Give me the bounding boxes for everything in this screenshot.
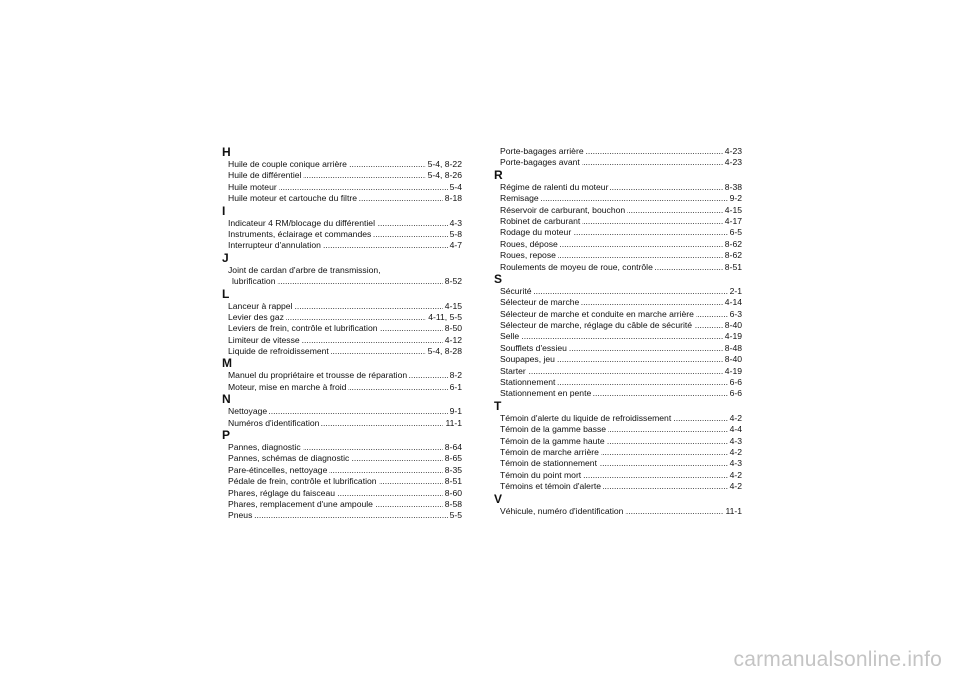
index-entry-text: Pneus <box>228 510 253 521</box>
index-entry <box>494 193 742 204</box>
index-entry-text: Joint de cardan d'arbre de transmission, <box>228 264 381 275</box>
index-entry-page: 5-5 <box>449 510 462 521</box>
watermark: carmanualsonline.info <box>733 648 942 671</box>
index-entry-page: 8-52 <box>444 276 462 287</box>
index-letter-heading: T <box>494 398 502 413</box>
index-entry-text: Témoin de la gamme basse <box>500 424 607 435</box>
index-entry-text: Huile de différentiel <box>228 170 302 181</box>
index-entry-text: Témoins et témoin d'alerte <box>500 481 601 492</box>
index-entry-page: 8-60 <box>444 487 462 498</box>
index-entry-page: 8-40 <box>724 320 742 331</box>
index-letter-heading: I <box>222 203 226 218</box>
index-entry-page: 4-14 <box>724 297 742 308</box>
index-entry <box>222 335 462 346</box>
index-entry-text: Pannes, schémas de diagnostic <box>228 453 350 464</box>
index-letter-heading: S <box>494 271 503 286</box>
index-entry-page: 4-17 <box>724 215 742 226</box>
index-entry <box>494 157 742 168</box>
index-entry-text: Roulements de moyeu de roue, contrôle <box>500 261 653 272</box>
index-entry-text: Instruments, éclairage et commandes <box>228 228 372 239</box>
index-entry <box>494 320 742 331</box>
index-entry-page: 6-3 <box>729 308 742 319</box>
index-entry-page: 4-7 <box>449 240 462 251</box>
index-letter-heading: H <box>222 145 231 159</box>
index-entry-page: 6-6 <box>729 388 742 399</box>
index-entry-text: Levier des gaz <box>228 311 284 322</box>
index-entry <box>222 323 462 334</box>
index-entry-text: Soufflets d'essieu <box>500 342 567 353</box>
index-entry-text: Huile moteur <box>228 181 277 192</box>
index-entry-page: 4-3 <box>729 458 742 469</box>
index-entry <box>222 382 462 393</box>
index-column-right <box>494 146 742 517</box>
index-entry-text: Sélecteur de marche et conduite en marche arrière <box>500 308 694 319</box>
index-entry <box>494 481 742 492</box>
index-entry-text: Indicateur 4 RM/blocage du différentiel <box>228 217 375 228</box>
index-entry-page: 4-12 <box>444 334 462 345</box>
index-entry <box>222 499 462 510</box>
index-entry-page: 5-4, 8-26 <box>427 170 462 181</box>
index-entry-page: 8-64 <box>444 442 462 453</box>
index-entry-text: Remisage <box>500 193 539 204</box>
index-entry <box>222 442 462 453</box>
index-entry <box>222 510 462 521</box>
index-letter-heading: M <box>222 356 232 371</box>
index-entry-text: Témoin d'alerte du liquide de refroidissement <box>500 412 672 423</box>
index-entry <box>494 506 742 517</box>
index-entry-page: 8-18 <box>444 193 462 204</box>
index-entry <box>494 447 742 458</box>
index-entry <box>494 216 742 227</box>
index-entry-page: 4-2 <box>729 412 742 423</box>
index-entry-text: Limiteur de vitesse <box>228 334 300 345</box>
index-entry-page: 4-2 <box>729 446 742 457</box>
index-entry-page: 4-19 <box>724 365 742 376</box>
index-letter-heading: R <box>494 167 503 182</box>
index-entry <box>222 182 462 193</box>
index-entry <box>494 297 742 308</box>
index-entry <box>222 240 462 251</box>
index-entry <box>494 205 742 216</box>
index-entry-text: Rodage du moteur <box>500 227 572 238</box>
index-entry-page: 9-1 <box>449 406 462 417</box>
index-entry-text: Stationnement en pente <box>500 388 592 399</box>
index-entry <box>494 388 742 399</box>
index-entry <box>494 436 742 447</box>
index-entry-page: 8-50 <box>444 323 462 334</box>
index-entry <box>494 309 742 320</box>
index-entry-text: Phares, réglage du faisceau <box>228 487 336 498</box>
index-entry <box>494 458 742 469</box>
index-entry-text: Phares, remplacement d'une ampoule <box>228 498 373 509</box>
index-entry-text: Interrupteur d'annulation <box>228 240 321 251</box>
index-entry-page: 8-58 <box>444 498 462 509</box>
index-entry <box>222 276 462 287</box>
index-entry-text: Liquide de refroidissement <box>228 346 329 357</box>
index-entry-text: Manuel du propriétaire et trousse de réparation <box>228 370 408 381</box>
index-entry <box>494 331 742 342</box>
index-entry-text: Robinet de carburant <box>500 215 581 226</box>
index-entry <box>222 406 462 417</box>
index-entry-page: 4-23 <box>724 146 742 156</box>
index-entry-text: Régime de ralenti du moteur <box>500 181 609 192</box>
index-entry-text: Témoin de la gamme haute <box>500 435 605 446</box>
index-entry-page: 9-2 <box>729 193 742 204</box>
index-entry-text: Réservoir de carburant, bouchon <box>500 204 626 215</box>
index-entry-text: Stationnement <box>500 377 556 388</box>
index-letter-heading: P <box>222 428 231 443</box>
index-entry <box>222 193 462 204</box>
index-entry-page: 6-1 <box>449 381 462 392</box>
index-entry <box>222 465 462 476</box>
index-entry-text: Lanceur à rappel <box>228 300 293 311</box>
index-entry-page: 8-40 <box>724 354 742 365</box>
index-entry-page: 5-8 <box>449 228 462 239</box>
index-entry-page: 8-65 <box>444 453 462 464</box>
index-entry-text: Sélecteur de marche <box>500 297 580 308</box>
index-entry <box>494 377 742 388</box>
index-entry-page: 11-1 <box>445 417 462 428</box>
index-entry-text: Roues, repose <box>500 250 556 261</box>
index-entry-text: Témoin du point mort <box>500 469 582 480</box>
index-entry-page: 8-38 <box>724 181 742 192</box>
index-entry-page: 4-15 <box>444 300 462 311</box>
index-entry-text: Porte-bagages avant <box>500 157 580 168</box>
index-entry <box>222 301 462 312</box>
index-column-left <box>222 146 462 522</box>
index-entry-page: 8-48 <box>724 342 742 353</box>
index-entry-text: Témoin de marche arrière <box>500 446 599 457</box>
index-entry-page: 2-1 <box>729 285 742 296</box>
index-entry <box>222 476 462 487</box>
index-entry <box>222 159 462 170</box>
index-entry-page: 8-62 <box>724 250 742 261</box>
index-entry-text: Véhicule, numéro d'identification <box>500 505 624 516</box>
index-entry-page: 8-2 <box>449 370 462 381</box>
index-entry-text: Témoin de stationnement <box>500 458 597 469</box>
index-entry-text: Numéros d'identification <box>228 417 320 428</box>
index-entry-page: 6-6 <box>729 377 742 388</box>
index-entry-text: lubrification <box>228 276 277 286</box>
index-entry-page: 5-4 <box>449 181 462 192</box>
index-entry-text: Leviers de frein, contrôle et lubrification <box>228 323 378 334</box>
index-letter-heading: V <box>494 491 503 506</box>
index-entry-page: 4-15 <box>724 204 742 215</box>
index-entry-page: 4-19 <box>724 331 742 342</box>
index-entry <box>494 239 742 250</box>
index-entry-text: Sélecteur de marche, réglage du câble de sécurité <box>500 320 693 331</box>
index-entry <box>222 312 462 323</box>
index-entry <box>222 418 462 429</box>
index-entry-page: 8-62 <box>724 238 742 249</box>
index-entry-text: Moteur, mise en marche à froid <box>228 381 347 392</box>
index-entry-page: 4-11, 5-5 <box>428 311 462 322</box>
index-entry-text: Nettoyage <box>228 406 268 417</box>
index-entry-page: 4-2 <box>729 481 742 492</box>
index-entry-text: Huile de couple conique arrière <box>228 159 347 169</box>
index-entry <box>494 424 742 435</box>
index-letter-heading: J <box>222 250 229 265</box>
index-entry <box>494 286 742 297</box>
index-entry-text: Sécurité <box>500 285 532 296</box>
index-entry-text: Starter <box>500 365 526 376</box>
index-entry-page: 4-3 <box>449 217 462 228</box>
index-entry-page: 5-4, 8-28 <box>427 346 462 357</box>
index-entry <box>494 343 742 354</box>
index-entry-text: Pare-étincelles, nettoyage <box>228 464 328 475</box>
index-entry-text: Porte-bagages arrière <box>500 146 584 156</box>
index-entry <box>494 146 742 157</box>
index-entry <box>222 229 462 240</box>
index-entry <box>494 470 742 481</box>
index-entry <box>494 413 742 424</box>
index-entry-text: Pédale de frein, contrôle et lubrification <box>228 476 377 487</box>
index-entry-page: 8-51 <box>444 476 462 487</box>
index-letter-heading: N <box>222 392 231 407</box>
index-entry <box>222 346 462 357</box>
index-entry-text: Selle <box>500 331 520 342</box>
index-entry-text: Soupapes, jeu <box>500 354 555 365</box>
index-entry <box>222 453 462 464</box>
index-entry <box>494 250 742 261</box>
index-entry-page: 11-1 <box>725 505 742 516</box>
index-entry-page: 8-35 <box>444 464 462 475</box>
index-entry <box>222 170 462 181</box>
index-entry-page: 4-2 <box>729 469 742 480</box>
index-entry <box>222 218 462 229</box>
index-entry <box>494 227 742 238</box>
index-entry <box>494 366 742 377</box>
index-entry-page: 4-3 <box>729 435 742 446</box>
index-entry-page: 4-4 <box>729 424 742 435</box>
index-entry-page: 6-5 <box>729 227 742 238</box>
index-entry <box>222 265 462 276</box>
index-letter-heading: L <box>222 286 230 301</box>
index-entry-text: Huile moteur et cartouche du filtre <box>228 193 357 204</box>
index-entry <box>222 488 462 499</box>
index-entry-page: 5-4, 8-22 <box>427 159 462 169</box>
index-entry <box>222 370 462 381</box>
index-entry <box>494 262 742 273</box>
index-entry-page: 8-51 <box>724 261 742 272</box>
index-entry-text: Pannes, diagnostic <box>228 442 301 453</box>
index-entry <box>494 354 742 365</box>
index-entry-page: 4-23 <box>724 157 742 168</box>
index-entry-text: Roues, dépose <box>500 238 558 249</box>
index-entry <box>494 182 742 193</box>
